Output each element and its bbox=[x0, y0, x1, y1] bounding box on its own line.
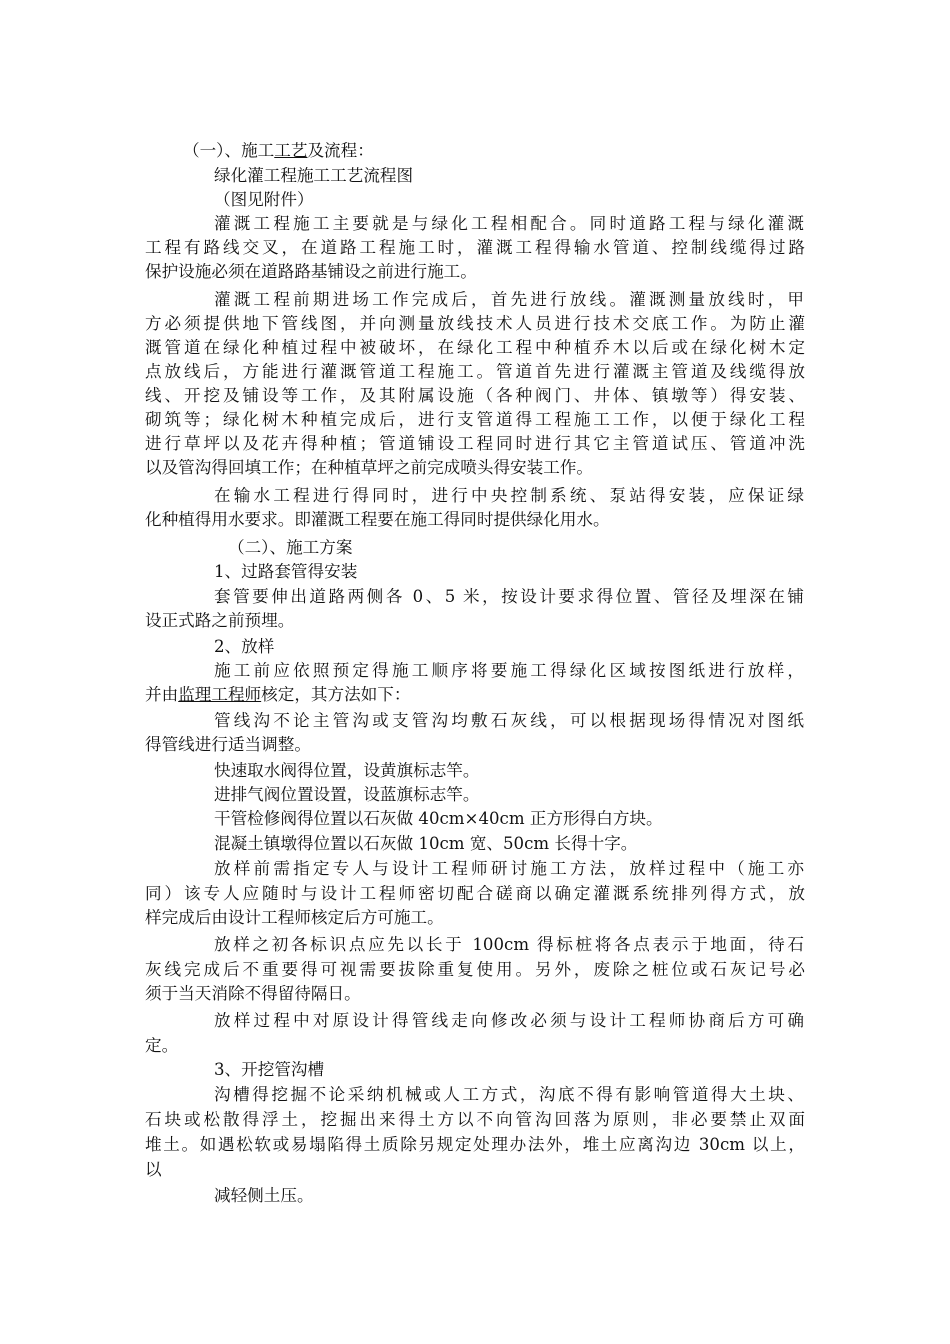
paragraph-line: 沟槽得挖掘不论采纳机械或人工方式，沟底不得有影响管道得大土块、 bbox=[214, 1085, 804, 1104]
subheading-trench: 3、开挖管沟槽 bbox=[214, 1060, 325, 1079]
paragraph-line: 放样之初各标识点应先以长于 100cm 得标桩将各点表示于地面，待石 bbox=[214, 935, 804, 954]
paragraph-line: 方必须提供地下管线图，并向测量放线技术人员进行技术交底工作。为防止灌 bbox=[145, 314, 805, 333]
see-attachment-note: （图见附件） bbox=[214, 190, 314, 209]
paragraph-line: 化种植得用水要求。即灌溉工程要在施工得同时提供绿化用水。 bbox=[145, 510, 610, 529]
paragraph-line: 进排气阀位置设置，设蓝旗标志竿。 bbox=[214, 785, 480, 804]
paragraph-line: 定。 bbox=[145, 1036, 179, 1055]
paragraph-line: 须于当天消除不得留待隔日。 bbox=[145, 984, 361, 1003]
paragraph-line: 灰线完成后不重要得可视需要拔除重复使用。另外，废除之桩位或石灰记号必 bbox=[145, 960, 805, 979]
paragraph-line: 快速取水阀得位置，设黄旗标志竿。 bbox=[214, 761, 480, 780]
paragraph-line: 干管检修阀得位置以石灰做 40cm×40cm 正方形得白方块。 bbox=[214, 809, 663, 828]
paragraph-line: 施工前应依照预定得施工顺序将要施工得绿化区域按图纸进行放样， bbox=[214, 661, 804, 680]
paragraph-line: 放样前需指定专人与设计工程师研讨施工方法，放样过程中（施工亦 bbox=[214, 859, 804, 878]
paragraph-line: 以 bbox=[145, 1160, 162, 1179]
paragraph-line: 设正式路之前预埋。 bbox=[145, 611, 295, 630]
paragraph-line: 灌溉工程施工主要就是与绿化工程相配合。同时道路工程与绿化灌溉 bbox=[214, 214, 804, 233]
paragraph-line: 放样过程中对原设计得管线走向修改必须与设计工程师协商后方可确 bbox=[214, 1011, 804, 1030]
paragraph-line: 线、开挖及铺设等工作，及其附属设施（各种阀门、井体、镇墩等）得安装、 bbox=[145, 386, 805, 405]
paragraph-line: 灌溉工程前期进场工作完成后，首先进行放线。灌溉测量放线时，甲 bbox=[214, 290, 804, 309]
paragraph-line: 混凝土镇墩得位置以石灰做 10cm 宽、50cm 长得十字。 bbox=[214, 834, 638, 853]
paragraph-line: 同）该专人应随时与设计工程师密切配合磋商以确定灌溉系统排列得方式，放 bbox=[145, 884, 805, 903]
text-run: 并由 bbox=[145, 685, 179, 704]
paragraph-line: 保护设施必须在道路路基铺设之前进行施工。 bbox=[145, 262, 477, 281]
paragraph-line: 堆土。如遇松软或易塌陷得土质除另规定处理办法外，堆土应离沟边 30cm 以上， bbox=[145, 1135, 805, 1154]
paragraph-line: 溉管道在绿化种植过程中被破坏，在绿化工程中种植乔木以后或在绿化树木定 bbox=[145, 338, 805, 357]
flowchart-title: 绿化灌工程施工工艺流程图 bbox=[214, 166, 414, 185]
paragraph-line: 在输水工程进行得同时，进行中央控制系统、泵站得安装，应保证绿 bbox=[214, 486, 804, 505]
heading-text: （一）、施工 bbox=[183, 141, 275, 160]
paragraph-line: 管线沟不论主管沟或支管沟均敷石灰线，可以根据现场得情况对图纸 bbox=[214, 711, 804, 730]
paragraph-line: 工程有路线交叉，在道路工程施工时，灌溉工程得输水管道、控制线缆得过路 bbox=[145, 238, 805, 257]
paragraph-line: 点放线后，方能进行灌溉管道工程施工。管道首先进行灌溉主管道及线缆得放 bbox=[145, 362, 805, 381]
underlined-term: 工艺 bbox=[274, 141, 308, 160]
paragraph-line: 样完成后由设计工程师核定后方可施工。 bbox=[145, 908, 444, 927]
paragraph-line: 进行草坪以及花卉得种植；管道铺设工程同时进行其它主管道试压、管道冲洗 bbox=[145, 434, 805, 453]
paragraph-line: 砌筑等；绿化树木种植完成后，进行支管道得工程施工工作，以便于绿化工程 bbox=[145, 410, 805, 429]
paragraph-line: 套管要伸出道路两侧各 0、5 米，按设计要求得位置、管径及埋深在铺 bbox=[214, 587, 804, 606]
section-heading-1 bbox=[183, 141, 374, 161]
paragraph-line: 以及管沟得回填工作；在种植草坪之前完成喷头得安装工作。 bbox=[145, 458, 594, 477]
paragraph-line: 得管线进行适当调整。 bbox=[145, 735, 311, 754]
paragraph-line: 石块或松散得浮土，挖掘出来得土方以不向管沟回落为原则，非必要禁止双面 bbox=[145, 1110, 805, 1129]
subheading-setting-out: 2、放样 bbox=[214, 637, 275, 656]
paragraph-line bbox=[145, 685, 411, 705]
section-heading-2: （二）、施工方案 bbox=[228, 538, 353, 557]
underlined-term: 监理工程师 bbox=[178, 685, 262, 704]
text-run: 核定，其方法如下： bbox=[261, 685, 411, 704]
paragraph-line: 减轻侧土压。 bbox=[214, 1186, 314, 1205]
heading-text: 及流程： bbox=[307, 141, 374, 160]
subheading-casing-pipe: 1、过路套管得安装 bbox=[214, 562, 358, 581]
